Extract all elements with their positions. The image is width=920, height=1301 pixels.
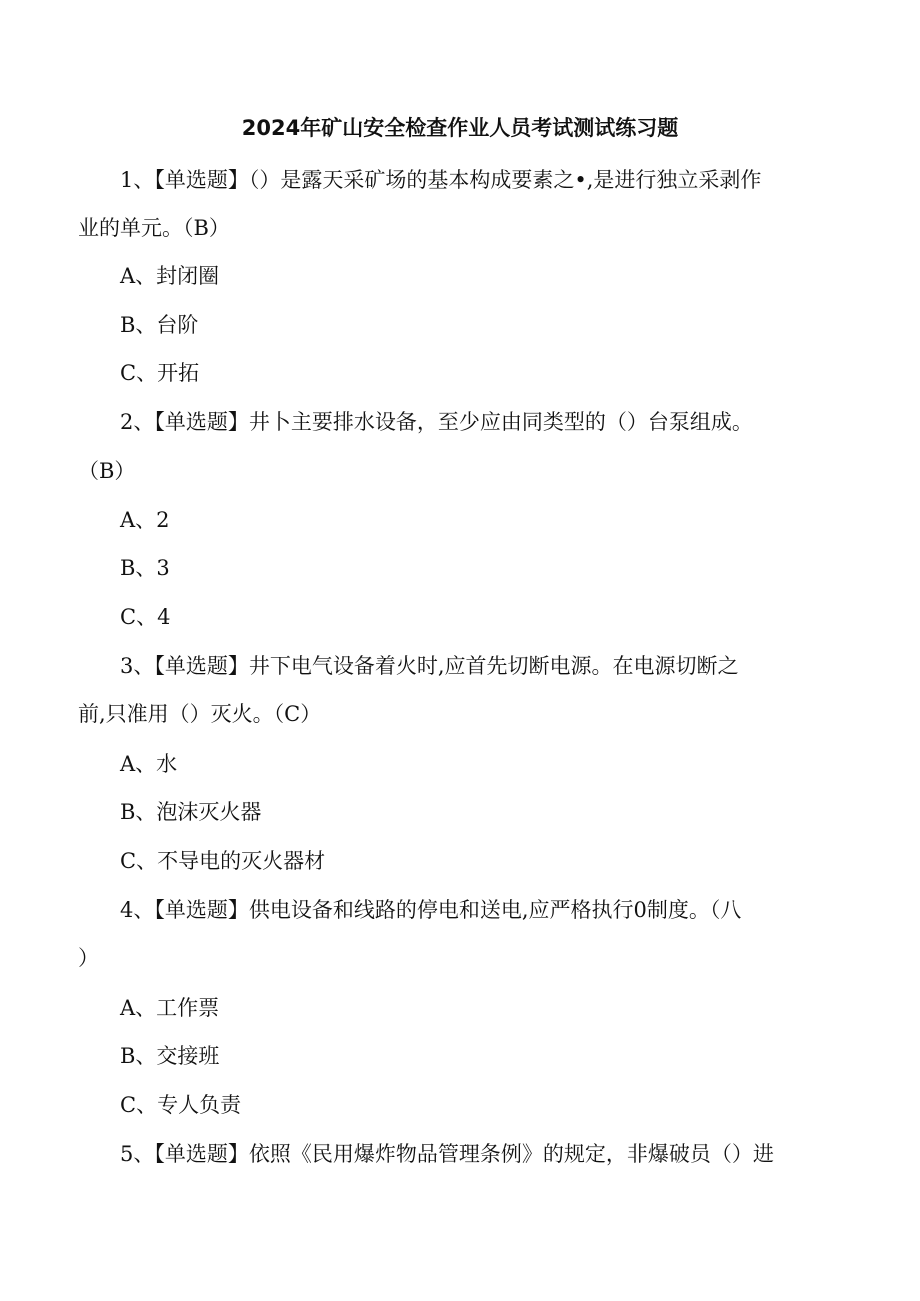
question-1-option-b: B、台阶 [120, 313, 199, 337]
question-3-text-continued: 前,只准用（）灭火。（C） [78, 702, 322, 726]
question-4-option-c: C、专人负责 [120, 1093, 242, 1117]
question-5-text: 5、【单选题】依照《民用爆炸物品管理条例》的规定，非爆破员（）进 [120, 1142, 774, 1166]
question-3-option-c: C、不导电的灭火器材 [120, 849, 326, 873]
question-2-text: 2、【单选题】井卜主要排水设备，至少应由同类型的（）台泵组成。 [120, 410, 753, 434]
page-title: 2024年矿山安全检查作业人员考试测试练习题 [241, 116, 679, 140]
question-3-text: 3、【单选题】井下电气设备着火时,应首先切断电源。在电源切断之 [120, 654, 739, 678]
question-3-option-a: A、水 [120, 752, 178, 776]
question-1-option-c: C、开拓 [120, 361, 200, 385]
question-3-option-b: B、泡沫灭火器 [120, 800, 262, 824]
question-1-text-continued: 业的单元。（B） [78, 216, 230, 240]
question-2-option-a: A、2 [120, 508, 170, 532]
question-2-text-continued: （B） [78, 459, 136, 483]
question-1-option-a: A、封闭圈 [120, 264, 220, 288]
question-2-option-c: C、4 [120, 605, 171, 629]
question-4-option-b: B、交接班 [120, 1044, 220, 1068]
question-4-text: 4、【单选题】供电设备和线路的停电和送电,应严格执行0制度。（八 [120, 898, 742, 922]
question-4-text-continued: ） [78, 946, 99, 970]
question-1-text: 1、【单选题】（）是露天采矿场的基本构成要素之•,是进行独立采剥作 [120, 168, 762, 192]
question-4-option-a: A、工作票 [120, 996, 220, 1020]
question-2-option-b: B、3 [120, 556, 170, 580]
